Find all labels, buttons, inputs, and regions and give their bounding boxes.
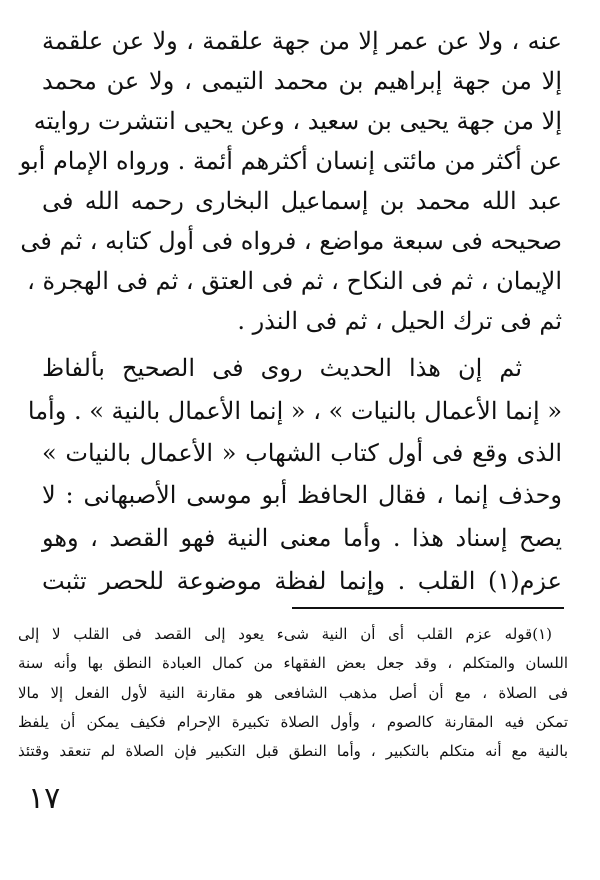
body-line-3: إلا من جهة يحيى بن سعيد ، وعن يحيى انتشرت روايته [33, 107, 562, 135]
body-line-14: عزم(١) القلب . وإنما لفظة موضوعة للحصر تثبت [42, 567, 562, 595]
body-line-5: عبد الله محمد بن إسماعيل البخارى رحمه الله فى [42, 187, 562, 215]
footnote-line-4: تمكن فيه المقارنة كالصوم ، وأول الصلاة تكبيرة الإحرام فكيف يمكن أن يلفظ [18, 713, 568, 731]
body-line-2: إلا من جهة إبراهيم بن محمد التيمى ، ولا عن محمد [42, 67, 562, 95]
body-line-12: وحذف إنما ، فقال الحافظ أبو موسى الأصبهانى : لا [42, 481, 562, 509]
body-line-1: عنه ، ولا عن عمر إلا من جهة علقمة ، ولا عن علقمة [42, 27, 562, 55]
footnote-separator-rule [292, 607, 564, 609]
body-line-13: يصح إسناد هذا . وأما معنى النية فهو القصد ، وهو [42, 524, 562, 552]
page-number: ١٧ [28, 781, 61, 816]
body-line-11: الذى وقع فى أول كتاب الشهاب « الأعمال بالنيات » [42, 439, 562, 467]
footnote-line-5: بالنية مع أنه متكلم بالتكبير ، وأما النطق قبل التكبير فإن الصلاة لم تنعقد وقتئذ [18, 742, 568, 760]
body-line-10: « إنما الأعمال بالنيات » ، « إنما الأعمال بالنية » . وأما [27, 397, 562, 425]
footnote-line-3: فى الصلاة ، مع أن أصل مذهب الشافعى هو مقارنة النية لأول الفعل إلا مالا [18, 684, 568, 702]
body-line-9: ثم إن هذا الحديث روى فى الصحيح بألفاظ [42, 354, 522, 382]
body-line-7: الإيمان ، ثم فى النكاح ، ثم فى العتق ، ثم فى الهجرة ، [27, 267, 562, 295]
footnote-line-1: (١)قوله عزم القلب أى أن النية شىء يعود إلى القصد فى القلب لا إلى [18, 625, 552, 643]
body-line-8: ثم فى ترك الحيل ، ثم فى النذر . [237, 307, 562, 335]
body-line-6: صحيحه فى سبعة مواضع ، فرواه فى أول كتابه ، ثم فى [20, 227, 562, 255]
footnote-line-2: اللسان والمتكلم ، وقد جعل بعض الفقهاء من كمال العبادة النطق بها وأنه سنة [18, 654, 568, 672]
body-line-4: عن أكثر من مائتى إنسان أكثرهم أئمة . ورواه الإمام أبو [19, 147, 562, 175]
